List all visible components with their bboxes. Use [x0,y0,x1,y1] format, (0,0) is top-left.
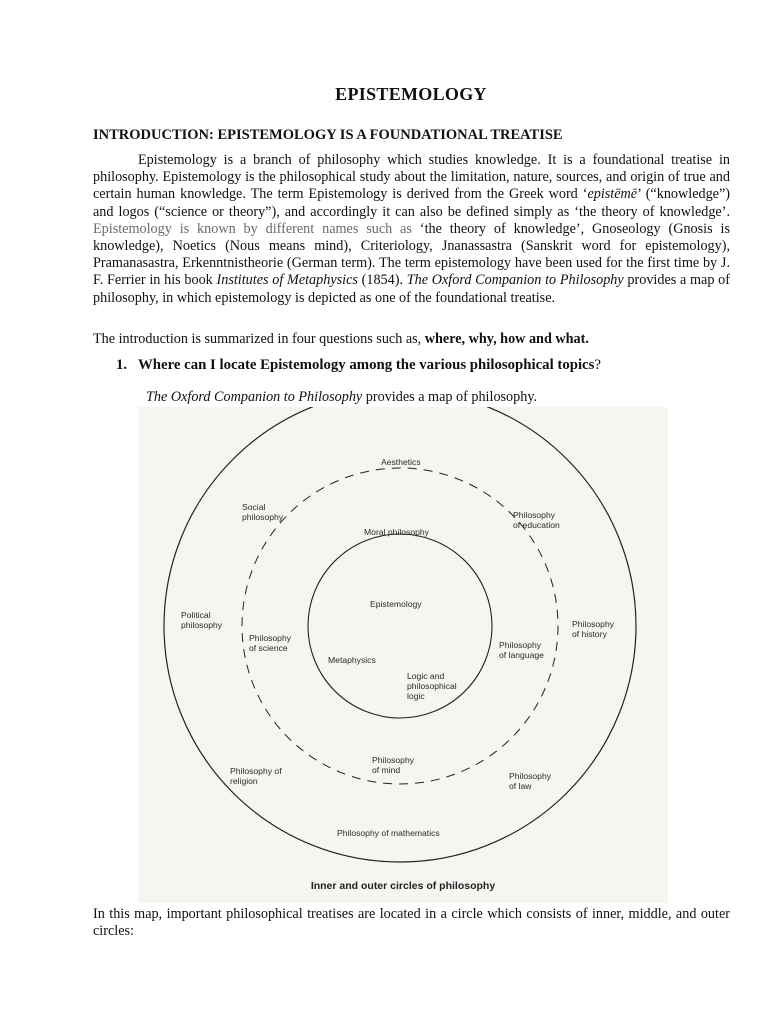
book-title-oxford: The Oxford Companion to Philosophy [406,272,624,289]
label-philosophy-of-education: Philosophy of education [513,510,560,530]
label-philosophy-of-mathematics: Philosophy of mathematics [337,828,440,838]
question-number: 1. [116,357,128,373]
intro-paragraph [93,152,730,307]
document-title: EPISTEMOLOGY [335,84,487,104]
label-logic: Logic and philosophical logic [407,671,457,701]
para2-text: The introduction is summarized in four questions such as, [93,331,425,347]
label-aesthetics: Aesthetics [381,457,421,467]
question-mark: ? [594,357,601,373]
question-1 [116,357,601,374]
book-title-institutes: Institutes of Metaphysics [216,272,358,289]
para1-text-e: provides a map of philosophy, in which epistemology is depicted as one of the foundational treatise. [93,272,730,306]
para1-text-c: ‘the theory of knowledge’, Gnoseology (Gnosis is knowledge), Noetics (Nous means mind), Criteriology, Jnanassastra (Sanskrit word for epistemology), Pramanasastra, Erkenntnistheorie (German term). The term epistemology have been used for the first time by J. F. Ferrier in his book [93,220,730,289]
label-philosophy-of-history: Philosophy of history [572,619,615,639]
answer-book-title: The Oxford Companion to Philosophy [146,389,363,405]
map-description-paragraph: In this map, important philosophical treatises are located in a circle which consists of inner, middle, and outer circles: [93,906,730,940]
label-philosophy-of-language: Philosophy of language [499,640,544,660]
figure-caption: Inner and outer circles of philosophy [310,880,496,892]
para1-grey-text: Epistemology is known by different names such as [93,220,412,237]
para2-bold-text: where, why, how and what. [424,331,589,347]
question-1-answer [146,389,537,406]
label-metaphysics: Metaphysics [328,655,376,665]
outer-circle [164,407,636,862]
label-social-philosophy: Social philosophy [242,502,284,522]
para1-text-d: (1854). [357,272,407,289]
label-political-philosophy: Political philosophy [181,610,223,630]
philosophy-map-figure [138,407,668,903]
label-epistemology: Epistemology [370,599,422,609]
middle-dashed-circle [242,468,558,784]
greek-term: epistēmē [587,186,638,203]
answer-text: provides a map of philosophy. [362,389,538,405]
label-philosophy-of-mind: Philosophy of mind [372,755,415,775]
section-heading: INTRODUCTION: EPISTEMOLOGY IS A FOUNDATIONAL TREATISE [93,127,563,143]
para1-text-a: Epistemology is a branch of philosophy which studies knowledge. It is a foundational treatise in philosophy. Epistemology is the philosophical study about the limitation, nature, sources, and origin of true and certain human knowledge. The term Epistemology is derived from the Greek word ‘ [93,152,730,203]
inner-circle [308,534,492,718]
label-philosophy-of-science: Philosophy of science [249,633,292,653]
label-philosophy-of-religion: Philosophy of religion [230,766,282,786]
label-philosophy-of-law: Philosophy of law [509,771,552,791]
summary-paragraph [93,331,730,348]
para1-text-b: ’ (“knowledge”) and logos (“science or theory”), and accordingly it can also be defined simply as ‘the theory of knowledge’. [93,186,731,220]
label-moral-philosophy: Moral philosophy [364,527,429,537]
question-text: Where can I locate Epistemology among the various philosophical topics [138,357,595,373]
